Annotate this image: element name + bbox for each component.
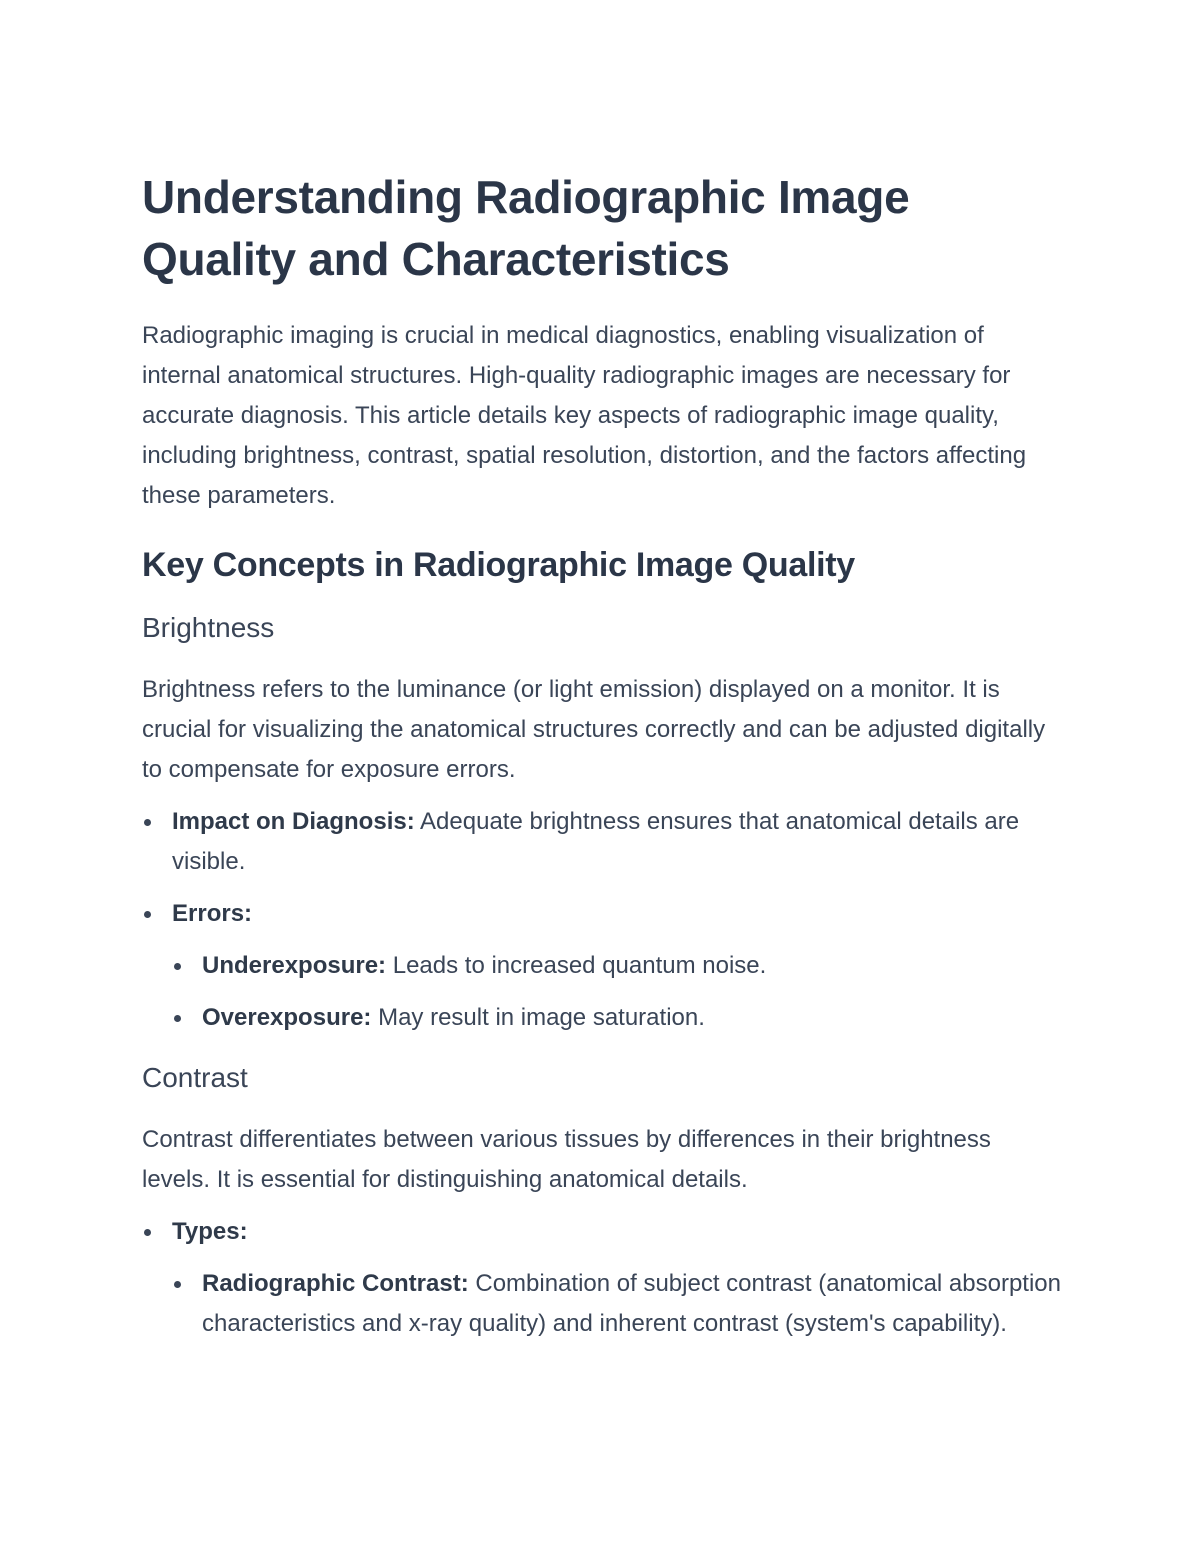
document-page [142,166,1062,1344]
list-item-types [142,1212,1062,1344]
list-item-overexposure [172,998,1062,1038]
radiographic-contrast-text: Combination of subject contrast (anatomical absorption characteristics and x-ray quality) and inherent contrast (system's capability). [202,1270,1061,1337]
bullet-icon [174,1015,181,1022]
contrast-list [142,1212,1062,1344]
list-item-impact [142,802,1062,882]
page-title: Understanding Radiographic Image Quality and Characteristics [142,171,910,285]
bullet-icon [174,1281,181,1288]
underexposure-label: Underexposure: [202,952,387,979]
bullet-icon [144,1229,151,1236]
overexposure-text: May result in image saturation. [371,1004,705,1031]
impact-label: Impact on Diagnosis: [172,808,415,835]
list-item-underexposure [172,946,1062,986]
impact-text: Adequate brightness ensures that anatomical details are visible. [172,808,1020,875]
section-heading: Key Concepts in Radiographic Image Quality [142,546,855,584]
radiographic-contrast-label: Radiographic Contrast: [202,1270,469,1297]
types-label: Types: [172,1218,248,1245]
types-sublist [142,1264,1062,1344]
brightness-heading: Brightness [142,612,275,643]
overexposure-label: Overexposure: [202,1004,372,1031]
underexposure-text: Leads to increased quantum noise. [386,952,767,979]
contrast-heading: Contrast [142,1062,248,1093]
bullet-icon [174,963,181,970]
intro-paragraph: Radiographic imaging is crucial in medical diagnostics, enabling visualization of internal anatomical structures. High-quality radiographic images are necessary for accurate diagnosis. This article details key aspects of radiographic image quality, including brightness, contrast, spatial resolution, distortion, and the factors affecting these parameters. [142,322,1027,509]
bullet-icon [144,911,151,918]
contrast-paragraph: Contrast differentiates between various tissues by differences in their brightness levels. It is essential for distinguishing anatomical details. [142,1126,991,1193]
errors-label: Errors: [172,900,253,927]
brightness-paragraph: Brightness refers to the luminance (or light emission) displayed on a monitor. It is crucial for visualizing the anatomical structures correctly and can be adjusted digitally to compensate for exposure errors. [142,676,1046,783]
errors-sublist [142,946,1062,1038]
brightness-list [142,802,1062,1038]
bullet-icon [144,819,151,826]
list-item-radiographic-contrast [172,1264,1062,1344]
list-item-errors [142,894,1062,1038]
